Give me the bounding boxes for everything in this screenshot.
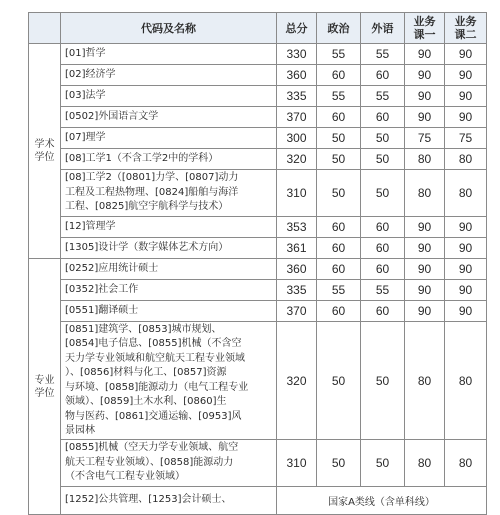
category-academic: 学术 学位 xyxy=(29,44,61,259)
row-course1: 75 xyxy=(405,128,445,149)
row-course2: 90 xyxy=(445,280,487,301)
row-name: [0851]建筑学、[0853]城市规划、 [0854]电子信息、[0855]机械（不含空 天力学专业领域和航空航天工程专业领域 ）、[0856]材料与化工、[0857]资源 与环境、[0858]能源动力（电气工程专业 领域）、[0859]土木水利、[0860]生 物与医药、[0861]交通运输、[0953]风 景园林 xyxy=(61,322,277,440)
row-name: [07]理学 xyxy=(61,128,277,149)
row-name: [0502]外国语言文学 xyxy=(61,107,277,128)
table-row xyxy=(29,217,487,238)
row-total: 361 xyxy=(277,238,317,259)
row-foreign: 50 xyxy=(361,149,405,170)
row-total: 320 xyxy=(277,149,317,170)
row-course1: 90 xyxy=(405,238,445,259)
row-course2: 80 xyxy=(445,170,487,217)
table-row xyxy=(29,301,487,322)
table-row xyxy=(29,86,487,107)
row-course1: 90 xyxy=(405,44,445,65)
row-course2: 80 xyxy=(445,149,487,170)
row-politics: 60 xyxy=(317,65,361,86)
row-total: 300 xyxy=(277,128,317,149)
row-foreign: 55 xyxy=(361,280,405,301)
row-course2: 80 xyxy=(445,322,487,440)
row-course2: 90 xyxy=(445,107,487,128)
table-row xyxy=(29,149,487,170)
row-course2: 90 xyxy=(445,259,487,280)
row-course1: 90 xyxy=(405,65,445,86)
header-total: 总分 xyxy=(277,13,317,44)
row-name: [1252]公共管理、[1253]会计硕士、 xyxy=(61,487,277,515)
row-politics: 55 xyxy=(317,44,361,65)
row-course1: 80 xyxy=(405,149,445,170)
row-politics: 55 xyxy=(317,280,361,301)
row-name: [0855]机械（空天力学专业领域、航空 航天工程专业领域）、[0858]能源动力 （不含电气工程专业领域） xyxy=(61,440,277,487)
row-total: 353 xyxy=(277,217,317,238)
row-foreign: 50 xyxy=(361,322,405,440)
row-foreign: 55 xyxy=(361,86,405,107)
row-course1: 90 xyxy=(405,259,445,280)
row-politics: 50 xyxy=(317,128,361,149)
row-politics: 60 xyxy=(317,301,361,322)
category-professional: 专业 学位 xyxy=(29,259,61,515)
row-course1: 90 xyxy=(405,107,445,128)
row-total: 320 xyxy=(277,322,317,440)
row-foreign: 60 xyxy=(361,65,405,86)
row-course1: 80 xyxy=(405,322,445,440)
row-course2: 90 xyxy=(445,217,487,238)
row-total: 330 xyxy=(277,44,317,65)
table-row xyxy=(29,487,487,515)
header-course2: 业务 课二 xyxy=(445,13,487,44)
row-politics: 60 xyxy=(317,107,361,128)
table-row xyxy=(29,259,487,280)
table-row xyxy=(29,44,487,65)
row-name: [02]经济学 xyxy=(61,65,277,86)
row-foreign: 50 xyxy=(361,440,405,487)
row-course2: 90 xyxy=(445,65,487,86)
header-foreign: 外语 xyxy=(361,13,405,44)
row-course2: 90 xyxy=(445,86,487,107)
table-row xyxy=(29,280,487,301)
row-foreign: 60 xyxy=(361,107,405,128)
header-row xyxy=(29,13,487,44)
row-foreign: 60 xyxy=(361,301,405,322)
row-politics: 60 xyxy=(317,238,361,259)
row-foreign: 60 xyxy=(361,238,405,259)
row-total: 360 xyxy=(277,65,317,86)
row-name: [0252]应用统计硕士 xyxy=(61,259,277,280)
row-politics: 60 xyxy=(317,217,361,238)
row-politics: 60 xyxy=(317,259,361,280)
table-row xyxy=(29,170,487,217)
row-total: 360 xyxy=(277,259,317,280)
row-course2: 90 xyxy=(445,301,487,322)
score-table xyxy=(28,12,487,515)
row-foreign: 60 xyxy=(361,259,405,280)
row-course1: 80 xyxy=(405,440,445,487)
header-blank xyxy=(29,13,61,44)
row-politics: 50 xyxy=(317,322,361,440)
table-row xyxy=(29,322,487,440)
row-course2: 80 xyxy=(445,440,487,487)
row-course1: 80 xyxy=(405,170,445,217)
row-total: 335 xyxy=(277,280,317,301)
table-row xyxy=(29,65,487,86)
table-row xyxy=(29,107,487,128)
header-politics: 政治 xyxy=(317,13,361,44)
row-name: [1305]设计学（数字媒体艺术方向） xyxy=(61,238,277,259)
table-row xyxy=(29,238,487,259)
row-course1: 90 xyxy=(405,86,445,107)
row-politics: 50 xyxy=(317,149,361,170)
table-row xyxy=(29,128,487,149)
row-name: [08]工学2（[0801]力学、[0807]动力 工程及工程热物理、[0824]船舶与海洋 工程、[0825]航空宇航科学与技术） xyxy=(61,170,277,217)
row-course1: 90 xyxy=(405,301,445,322)
header-name: 代码及名称 xyxy=(61,13,277,44)
row-total: 370 xyxy=(277,107,317,128)
row-name: [0551]翻译硕士 xyxy=(61,301,277,322)
row-foreign: 50 xyxy=(361,128,405,149)
row-foreign: 55 xyxy=(361,44,405,65)
row-foreign: 60 xyxy=(361,217,405,238)
row-note: 国家A类线（含单科线） xyxy=(277,487,487,515)
row-politics: 50 xyxy=(317,440,361,487)
row-total: 370 xyxy=(277,301,317,322)
row-course1: 90 xyxy=(405,217,445,238)
row-course1: 90 xyxy=(405,280,445,301)
row-foreign: 50 xyxy=(361,170,405,217)
row-name: [0352]社会工作 xyxy=(61,280,277,301)
header-course1: 业务 课一 xyxy=(405,13,445,44)
row-total: 310 xyxy=(277,440,317,487)
row-name: [03]法学 xyxy=(61,86,277,107)
row-total: 310 xyxy=(277,170,317,217)
row-name: [12]管理学 xyxy=(61,217,277,238)
row-politics: 50 xyxy=(317,170,361,217)
row-name: [08]工学1（不含工学2中的学科） xyxy=(61,149,277,170)
row-course2: 75 xyxy=(445,128,487,149)
row-total: 335 xyxy=(277,86,317,107)
row-course2: 90 xyxy=(445,44,487,65)
row-course2: 90 xyxy=(445,238,487,259)
row-name: [01]哲学 xyxy=(61,44,277,65)
table-row xyxy=(29,440,487,487)
row-politics: 55 xyxy=(317,86,361,107)
